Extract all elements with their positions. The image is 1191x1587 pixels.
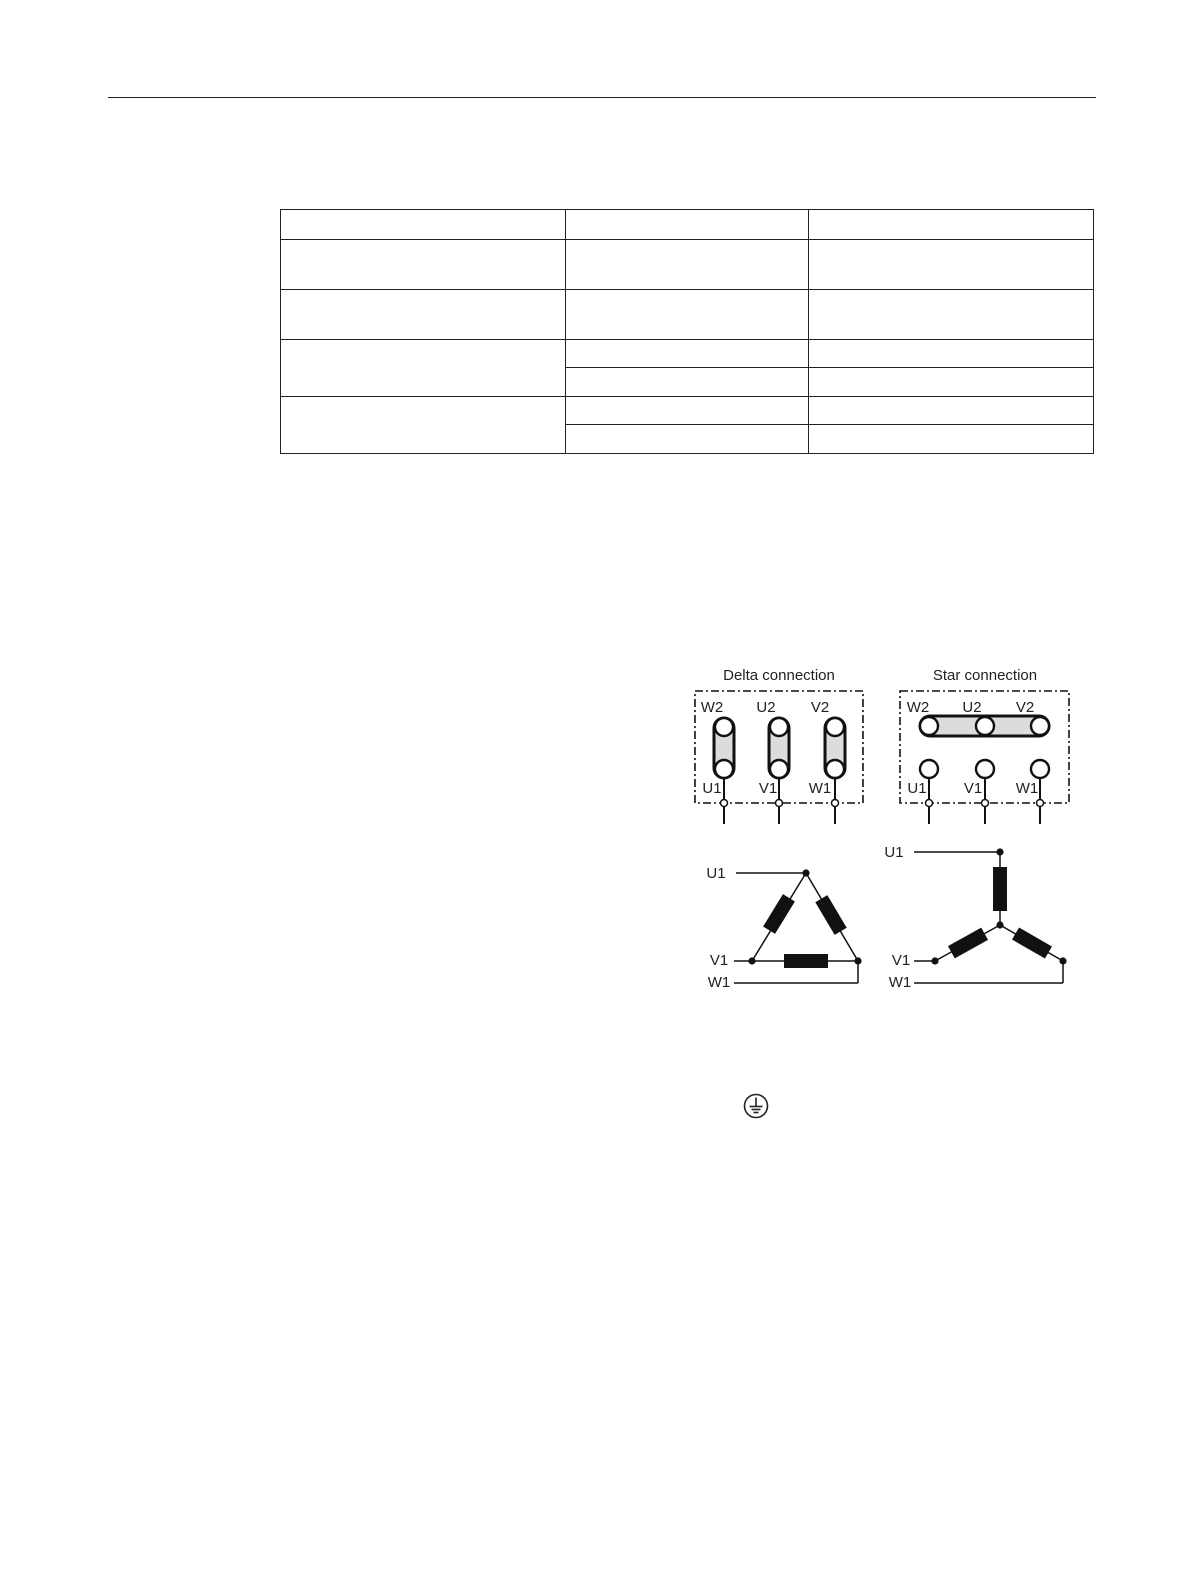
delta-winding-1	[763, 894, 795, 934]
table-cell	[566, 340, 809, 368]
table-cell	[281, 240, 566, 290]
star-link-bar	[920, 716, 1049, 736]
star-winding-3	[1012, 927, 1052, 958]
delta-winding-2	[815, 895, 846, 935]
star-terminal-box	[900, 667, 1069, 824]
table-cell	[809, 340, 1094, 368]
star-schematic-label-v1: V1	[891, 952, 911, 969]
star-schematic-label-w1: W1	[888, 974, 912, 991]
delta-terminal-box	[695, 667, 863, 824]
table-cell	[809, 240, 1094, 290]
delta-schematic-label-u1: U1	[706, 865, 726, 882]
star-top-label-v2: V2	[1015, 699, 1035, 716]
table-cell	[809, 425, 1094, 454]
table-cell	[281, 210, 566, 240]
table-cell	[566, 368, 809, 397]
table-cell	[566, 240, 809, 290]
star-top-label-w2: W2	[906, 699, 930, 716]
star-schematic	[884, 844, 1066, 991]
star-title: Star connection	[932, 667, 1038, 684]
delta-winding-3	[784, 954, 828, 968]
star-terminal-u1	[920, 760, 938, 778]
table-cell	[809, 397, 1094, 425]
delta-link-1	[714, 718, 734, 778]
table-cell	[809, 210, 1094, 240]
star-terminal-v1	[976, 760, 994, 778]
table-cell	[809, 368, 1094, 397]
delta-link-2	[769, 718, 789, 778]
table-cell	[566, 210, 809, 240]
connection-diagram	[690, 655, 1090, 1005]
star-winding-2	[948, 928, 988, 959]
star-schematic-label-u1: U1	[884, 844, 904, 861]
delta-top-label-w2: W2	[700, 699, 724, 716]
table-row	[281, 397, 1094, 425]
star-winding-1	[993, 867, 1007, 911]
delta-bottom-label-v1: V1	[758, 780, 778, 797]
star-bottom-label-v1: V1	[963, 780, 983, 797]
star-bottom-label-u1: U1	[907, 780, 927, 797]
table-row	[281, 210, 1094, 240]
header-rule	[108, 97, 1096, 98]
table-cell	[809, 290, 1094, 340]
table-cell	[566, 425, 809, 454]
star-bottom-label-w1: W1	[1015, 780, 1039, 797]
delta-bottom-label-u1: U1	[702, 780, 722, 797]
delta-title: Delta connection	[723, 667, 835, 684]
table-row	[281, 240, 1094, 290]
table-row	[281, 290, 1094, 340]
table-cell	[566, 290, 809, 340]
star-top-label-u2: U2	[962, 699, 982, 716]
delta-bottom-label-w1: W1	[808, 780, 832, 797]
delta-link-3	[825, 718, 845, 778]
table-row	[281, 340, 1094, 368]
delta-top-label-u2: U2	[756, 699, 776, 716]
protective-earth-icon	[743, 1093, 769, 1119]
table-cell	[281, 397, 566, 454]
table-cell	[566, 397, 809, 425]
table-cell	[281, 340, 566, 397]
delta-schematic-label-v1: V1	[709, 952, 729, 969]
table-cell	[281, 290, 566, 340]
delta-schematic	[706, 865, 861, 991]
delta-schematic-label-w1: W1	[707, 974, 731, 991]
specification-table	[280, 209, 1094, 454]
delta-top-label-v2: V2	[810, 699, 830, 716]
star-terminal-w1	[1031, 760, 1049, 778]
